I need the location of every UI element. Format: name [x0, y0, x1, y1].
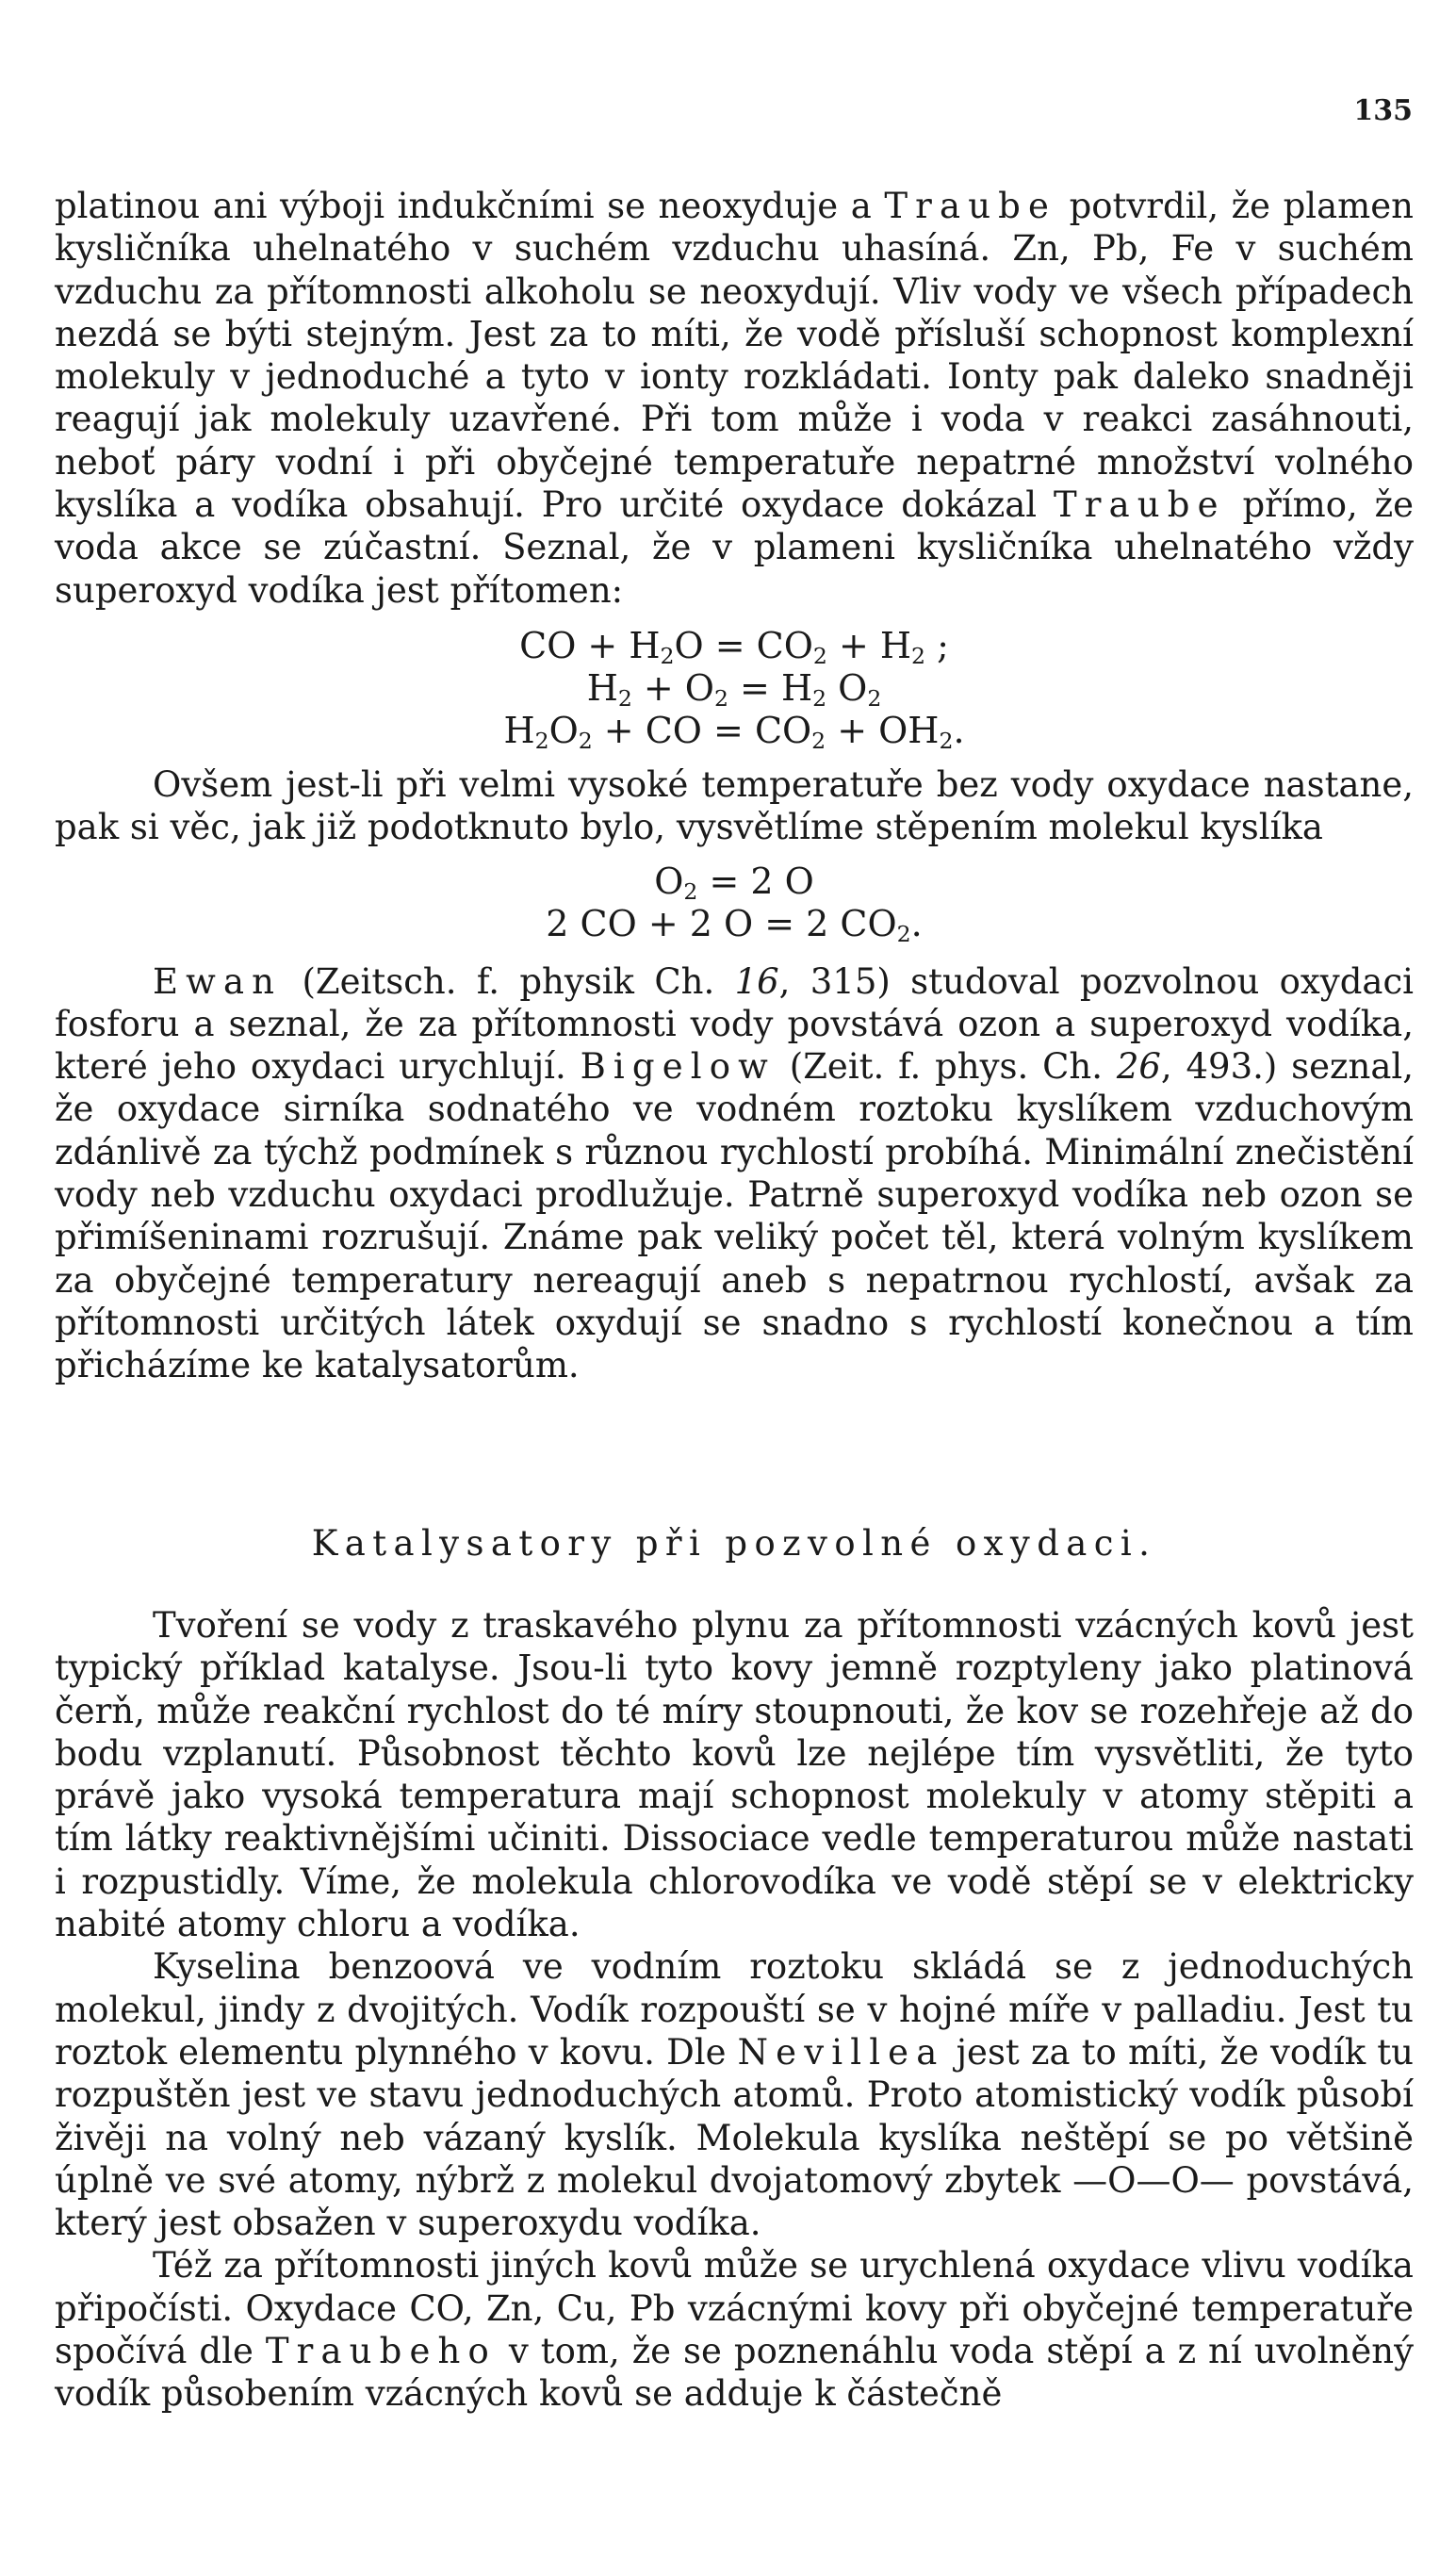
paragraph-5: Kyselina benzoová ve vodním roztoku skládá se z jednoduchých molekul, jindy z dvojitých. Vodík rozpouští se v hojné míře v palladiu. Jest tu roztok elementu plynného v kovu. Dle Nevillea jest za to míti, že vodík tu rozpuštěn jest ve stavu jednoduchých atomů. Proto atomistický vodík působí živěji na volný neb vázaný kyslík. Molekula kyslíka neštěpí se po většině úplně ve své atomy, nýbrž z molekul dvojatomový zbytek —O—O— povstává, který jest obsažen v superoxydu vodíka. [55, 1946, 1415, 2244]
equation-4: $O_2 = 2$ O [654, 860, 814, 905]
paragraph-6: Též za přítomnosti jiných kovů může se urychlená oxydace vlivu vodíka připočísti. Oxydace CO, Zn, Cu, Pb vzácnými kovy při obyčejné temperatuře spočívá dle Traubeho v tom, že se poznenáhlu voda stěpí a z ní uvolněný vodík působením vzácných kovů se adduje k částečně [55, 2245, 1414, 2415]
equation-block-1 [55, 625, 1414, 752]
text-block-top [55, 185, 1414, 1387]
section-heading: Katalysatory při pozvolné oxydaci. [311, 1523, 1157, 1564]
section-heading-wrap [55, 1522, 1414, 1565]
equation-block-2 [55, 861, 1414, 945]
equation-1: CO + $H_2O = CO_2 + H_2$ ; [519, 624, 949, 669]
paragraph-3: Ewan (Zeitsch. f. physik Ch. 16, 315) studoval pozvolnou oxydaci fosforu a seznal, že za přítomnosti vody povstává ozon a superoxyd vodíka, které jeho oxydaci urychlují. Bigelow (Zeit. f. phys. Ch. 26, 493.) seznal, že oxydace sirníka sodnatého ve vodném roztoku kyslíkem vzduchovým zdánlivě za týchž podmínek s různou rychlostí probíhá. Minimální znečistění vody neb vzduchu oxydaci prodlužuje. Patrně superoxyd vodíka neb ozon se přimíšeninami rozrušují. Známe pak veliký počet těl, která volným kyslíkem za obyčejné temperatury nereagují aneb s nepatrnou rychlostí, avšak za přítomnosti určitých látek oxydují se snadno s rychlostí konečnou a tím přicházíme ke katalysatorům. [55, 960, 1415, 1386]
author-name: Traube [884, 186, 1057, 226]
page-number: 135 [1353, 94, 1413, 127]
paragraph-1: platinou ani výboji indukčními se neoxyduje a Traube potvrdil, že plamen kysličníka uhelnatého v suchém vzduchu uhasíná. Zn, Pb, Fe v suchém vzduchu za přítomnosti alkoholu se neoxydují. Vliv vody ve všech případech nezdá se býti stejným. Jest za to míti, že vodě přísluší schopnost komplexní molekuly v jednoduché a tyto v ionty rozkládati. Ionty pak daleko snadněji reagují jak molekuly uzavřené. Při tom může i voda v reakci zasáhnouti, neboť páry vodní i při obyčejné temperatuře nepatrné množství volného kyslíka a vodíka obsahují. Pro určité oxydace dokázal Traube přímo, že voda akce se zúčastní. Seznal, že v plameni kysličníka uhelnatého vždy superoxyd vodíka jest přítomen: [55, 186, 1414, 611]
equation-2: $H_2 + O_2 = H_2$ $O_2$ [586, 666, 882, 712]
author-name: Traubeho [265, 2331, 497, 2372]
paragraph-2: Ovšem jest-li při velmi vysoké temperatuře bez vody oxydace nastane, pak si věc, jak již podotknuto bylo, vysvětlíme stěpením molekul kyslíka [55, 763, 1414, 848]
author-name: Ewan [153, 960, 283, 1002]
equation-5: 2 CO + 2 O = 2 $CO_2$. [546, 902, 923, 947]
text-block-bottom [55, 1604, 1414, 2416]
equation-3: $H_2O_2$ + CO = $CO_2 + OH_2$. [503, 709, 965, 754]
author-name: Nevillea [737, 2031, 945, 2073]
author-name: Traube [1053, 484, 1226, 526]
author-name: Bigelow [580, 1046, 776, 1088]
paragraph-4: Tvoření se vody z traskavého plynu za přítomnosti vzácných kovů jest typický příklad katalyse. Jsou-li tyto kovy jemně rozptyleny jako platinová čerň, může reakční rychlost do té míry stoupnouti, že kov se rozehřeje až do bodu vzplanutí. Působnost těchto kovů lze nejlépe tím vysvětliti, že tyto právě jako vysoká temperatura mají schopnost molekuly v atomy stěpiti a tím látky reaktivnějšími učiniti. Dissociace vedle temperaturou může nastati i rozpustidly. Víme, že molekula chlorovodíka ve vodě stěpí se v elektricky nabité atomy chloru a vodíka. [55, 1605, 1414, 1945]
